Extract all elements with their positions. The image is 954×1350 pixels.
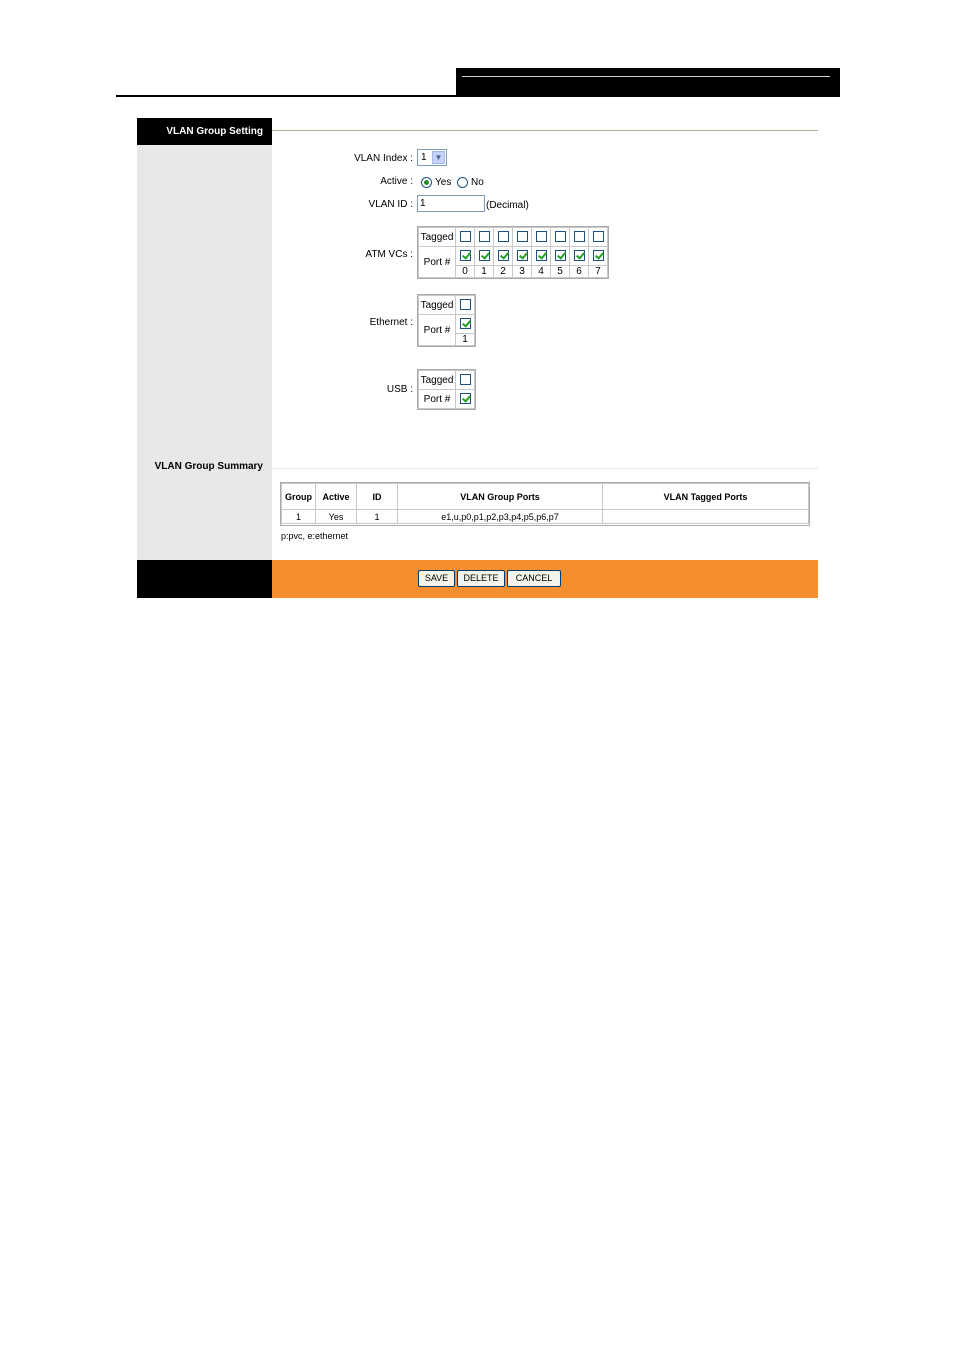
summary-cell-active: Yes: [316, 510, 357, 524]
vlan-id-input[interactable]: 1: [417, 195, 485, 212]
atm-port-number: 0: [456, 266, 475, 278]
vlan-index-select[interactable]: [417, 149, 447, 166]
chevron-down-icon[interactable]: ▼: [432, 151, 445, 164]
section-title-vlan-group-setting: VLAN Group Setting: [137, 118, 272, 145]
delete-button[interactable]: DELETE: [457, 570, 505, 587]
usb-port-checkbox[interactable]: [460, 393, 471, 404]
atm-port-number: 5: [551, 266, 570, 278]
active-yes-radio[interactable]: [421, 177, 432, 188]
summary-header-row: [282, 484, 809, 510]
active-yes-label: Yes: [435, 177, 452, 188]
atm-port-number: 3: [513, 266, 532, 278]
page-header-block: [456, 68, 840, 97]
page-header-rule: [116, 95, 840, 97]
table-row: [282, 510, 809, 524]
summary-header-tagged-ports: VLAN Tagged Ports: [603, 484, 809, 510]
summary-divider: [272, 468, 818, 469]
atm-tagged-checkbox[interactable]: [460, 231, 471, 242]
atm-port-checkbox[interactable]: [593, 250, 604, 261]
summary-header-id: ID: [357, 484, 398, 510]
atm-vcs-grid: [417, 226, 609, 279]
ethernet-port-checkbox[interactable]: [460, 318, 471, 329]
atm-port-label: Port #: [419, 247, 456, 278]
summary-header-active: Active: [316, 484, 357, 510]
vlan-index-label: VLAN Index :: [354, 153, 413, 164]
atm-port-number: 1: [475, 266, 494, 278]
section-title-vlan-group-summary: VLAN Group Summary: [154, 461, 263, 472]
active-no-radio[interactable]: [457, 177, 468, 188]
cancel-button[interactable]: CANCEL: [507, 570, 561, 587]
ethernet-grid: [417, 294, 476, 347]
ethernet-tagged-label: Tagged: [419, 296, 456, 315]
atm-port-checkbox[interactable]: [498, 250, 509, 261]
usb-port-label: Port #: [419, 390, 456, 409]
atm-tagged-checkbox[interactable]: [574, 231, 585, 242]
atm-tagged-checkbox[interactable]: [536, 231, 547, 242]
atm-port-checkbox[interactable]: [574, 250, 585, 261]
ethernet-tagged-checkbox[interactable]: [460, 299, 471, 310]
atm-tagged-checkbox[interactable]: [498, 231, 509, 242]
atm-port-checkbox[interactable]: [555, 250, 566, 261]
ethernet-port-number: 1: [456, 334, 475, 346]
atm-tagged-label: Tagged: [419, 228, 456, 247]
atm-tagged-checkbox[interactable]: [555, 231, 566, 242]
sidebar: [137, 118, 272, 598]
usb-tagged-label: Tagged: [419, 371, 456, 390]
summary-header-group-ports: VLAN Group Ports: [398, 484, 603, 510]
vlan-id-hint: (Decimal): [486, 200, 529, 211]
usb-label: USB :: [386, 384, 413, 395]
summary-cell-tagged-ports: [603, 510, 809, 524]
vlan-index-value: 1: [421, 152, 427, 163]
atm-port-checkbox[interactable]: [460, 250, 471, 261]
atm-tagged-checkbox[interactable]: [517, 231, 528, 242]
ethernet-port-label: Port #: [419, 315, 456, 346]
atm-port-checkbox[interactable]: [479, 250, 490, 261]
summary-cell-id: 1: [357, 510, 398, 524]
atm-port-number: 6: [570, 266, 589, 278]
save-button[interactable]: SAVE: [418, 570, 455, 587]
active-label: Active :: [380, 176, 413, 187]
vlan-id-label: VLAN ID :: [368, 199, 413, 210]
sidebar-footer: [137, 560, 272, 598]
usb-tagged-checkbox[interactable]: [460, 374, 471, 385]
atm-port-number: 4: [532, 266, 551, 278]
atm-port-checkbox[interactable]: [517, 250, 528, 261]
atm-tagged-checkbox[interactable]: [479, 231, 490, 242]
port-legend-note: p:pvc, e:ethernet: [281, 531, 349, 541]
section-divider: [272, 130, 818, 131]
atm-port-number: 2: [494, 266, 513, 278]
summary-cell-group-ports: e1,u,p0,p1,p2,p3,p4,p5,p6,p7: [398, 510, 603, 524]
ethernet-label: Ethernet :: [369, 317, 413, 328]
page-header-inner-line: [462, 76, 830, 77]
atm-port-checkbox[interactable]: [536, 250, 547, 261]
summary-cell-group: 1: [282, 510, 316, 524]
summary-table: [281, 483, 809, 524]
active-no-label: No: [471, 177, 484, 188]
usb-grid: [417, 369, 476, 410]
atm-port-number: 7: [589, 266, 608, 278]
summary-header-group: Group: [282, 484, 316, 510]
atm-tagged-checkbox[interactable]: [593, 231, 604, 242]
atm-vcs-label: ATM VCs :: [365, 249, 413, 260]
